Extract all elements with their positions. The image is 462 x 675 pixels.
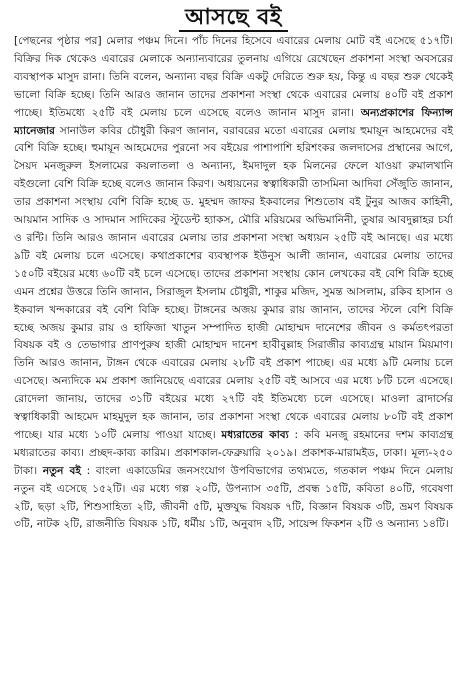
article-body (14, 33, 453, 534)
section-text-madhyarater-kabya: : কবি মনজু রহমানের দশম কাব্যগ্রন্থ মধ্যরাতের কাব্য। প্রচ্ছদ-কাব্য কারিম। প্রকাশকাল-ফেব্রুয়ারি ২০১৯। প্রকাশক-মারামইড, ঢাকা। মূল্য-২৫০ টাকা। (14, 428, 453, 477)
lead-tag: [পেছনের পৃষ্ঠার পর] (14, 35, 102, 47)
section-label-notun-boi: নতুন বই (42, 464, 81, 477)
section-label-madhyarater-kabya: মধ্যরাতের কাব্য (221, 428, 289, 441)
bold-phrase: অন্যপ্রকাশের ফিন্যান্স ম্যানেজার (14, 106, 454, 137)
article-paragraph (14, 33, 453, 534)
paragraph-text-continued: সানাউল কবির চৌধুরী কিরণ জানান, বরাবরের মতো এবারের মেলায় হুমায়ূন আহমেদের বই বেশি বিক্রি হচ্ছে। হুমায়ূন আহমেদের পুরনো সব বইয়ের পাশাপাশি হরিশংকর জলদাসের প্রস্থানের আগে, সৈয়দ মনজুরুল ইসলামের কয়লাতলা ও অন্যান্য, ইমদাদুল হক মিলনের ফেলে যাওয়া রুমালখানি বইগুলো বেশি বিক্রি হচ্ছে বলেও জানান কিরণ। অধ্যয়নের স্বত্বাধিকারী তাসমিনা আদিবা সেঁজুতি জানান, তার প্রকাশনা সংস্থায় বেশি বিক্রি হচ্ছে ড. মুহম্মদ জাফর ইকবালের শিশুতোষ বই টুনুর আজব কাহিনী, আয়মান সাদিক ও সাদমান সাদিকের স্টুডেন্ট হ্যাকস, মৌরি মরিয়মের অভিমানিনী, তুষার আবদুল্লাহর চর্যা ও রন্টি। তিনি আরও জানান এবারের মেলায় তার প্রকাশনা সংস্থা অধ্যয়ন ২৫টি বই আনছে। এর মধ্যে ৯টি বই মেলায় চলে এসেছে। কথাপ্রকাশের ব্যবস্থাপক ইউনুস আলী জানান, এবারের মেলায় তাদের ১৫০টি বইয়ের মধ্যে ৬০টি বই চলে এসেছে। তাদের প্রকাশনা সংস্থায় কোন লেখকের বই বেশি বিক্রি হচ্ছে এমন প্রশ্নের উত্তরে তিনি জানান, সিরাজুল ইসলাম চৌধুরী, শাকুর মজিদ, সুমন্ত আসলাম, রকিব হাসান ও ইকবাল খন্দকারের বই বেশি বিক্রি হচ্ছে। টাঙ্গনের অজয় কুমার রায় জানান, তাদের স্টলে বেশি বিক্রি হচ্ছে অজয় কুমার রায় ও হাফিজা খাতুন সম্পাদিত হাজী মোহাম্মদ দানেশের জীবন ও কর্মতৎপরতা বিষয়ক বই ও তেভাগার প্রাণপুরুষ হাজী মোহাম্মদ দানেশ হাবীবুল্লাহ সিরাজীর কাব্যগ্রন্থ মায়ান মিয়মাণ। তিনি আরও জানান, টাঙ্গন থেকে এবারের মেলায় ২৮টি বই প্রকাশ পাচ্ছে। এর মধ্যে ৯টি মেলায় চলে এসেছে। অন্যদিকে মম প্রকাশ জানিয়েছে এবারের মেলায় ২৫টি বই আসবে এর মধ্যে ৮টি চলে এসেছে। রোদেলা জানায়, তাদের ৩১টি বইয়ের মধ্যে ২৭টি বই ইতিমধ্যে চলে এসেছে। মাওলা ব্রাদার্সের স্বত্বাধিকারী আহমেদ মাহমুদুল হক জানান, তার প্রকাশনা সংস্থা থেকে এবারের মেলায় ৮০টি বই প্রকাশ পাচ্ছে। যার মধ্যে ১০টি মেলায় পাওয়া যাচ্ছে। (14, 124, 454, 441)
paragraph-text: মেলার পঞ্চম দিনে। পাঁচ দিনের হিসেবে এবারের মেলায় মোট বই এসেছে ৫১৭টি। বিক্রির দিক থেকেও এবারের মেলাকে অন্যান্যবারের তুলনায় এগিয়ে রেখেছেন প্রকাশনা সংস্থা অবসরের ব্যবস্থাপক মাসুদ রানা। তিনি বলেন, অন্যান্য বছর বিক্রি একটু দেরিতে শুরু হয়, কিন্তু এ বছর শুরু থেকেই ভালো বিক্রি হচ্ছে। তিনি আরও জানান তাদের প্রকাশনা সংস্থা থেকে এবারের মেলায় ৪০টি বই প্রকাশ পাচ্ছে। ইতিমধ্যে ২৫টি বই মেলায় চলে এসেছে বলেও জানান মাসুদ রানা। (14, 35, 453, 119)
section-text-notun-boi: : বাংলা একাডেমির জনসংযোগ উপবিভাগের তথ্যমতে, গতকাল পঞ্চম দিনে মেলায় নতুন বই এসেছে ১৫২টি। এর মধ্যে গল্প ২০টি, উপন্যাস ৩৫টি, প্রবন্ধ ১৫টি, কবিতা ৪০টি, গবেষণা ২টি, ছড়া ২টি, শিশুসাহিত্য ২টি, জীবনী ৫টি, মুক্তযুদ্ধ বিষয়ক ৭টি, বিজ্ঞান বিষয়ক ৩টি, ভ্রমণ বিষয়ক ৩টি, নাটক ২টি, রাজনীতি বিষয়ক ১টি, ধর্মীয় ১টি, অনুবাদ ২টি, সায়েন্স ফিকশন ২টি ও অন্যান্য ১৪টি। (14, 464, 454, 531)
headline-text: আসছে বই (179, 4, 288, 32)
headline (14, 2, 453, 32)
